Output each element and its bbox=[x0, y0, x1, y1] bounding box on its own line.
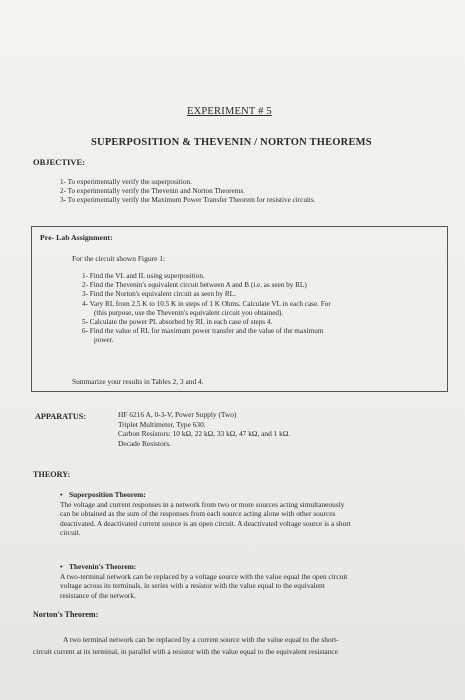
apparatus-heading: APPARATUS: bbox=[35, 412, 87, 421]
prelab-heading: Pre- Lab Assignment: bbox=[40, 233, 113, 242]
theory-line: A two-terminal network can be replaced by a voltage source with the value equal the open circuit bbox=[60, 571, 348, 581]
prelab-summary: Summarize your results in Tables 2, 3 and 4. bbox=[72, 377, 204, 386]
theory-line: circuit current at its terminal, in parallel with a resistor with the value equal to the equivalent resistance bbox=[33, 647, 338, 656]
objective-item: 1- To experimentally verify the superposition. bbox=[60, 178, 192, 186]
objective-item: 2- To experimentally verify the Thevenin and Norton Theorems. bbox=[60, 187, 245, 195]
objective-list bbox=[60, 178, 460, 205]
theory-line: deactivated. A deactivated current source is an open circuit. A deactivated voltage source is a short bbox=[60, 518, 351, 528]
prelab-item: 5- Calculate the power PL absorbed by RL in each case of steps 4. bbox=[82, 318, 273, 327]
theory-line: resistance of the network. bbox=[60, 590, 136, 600]
apparatus-item: HF 6216 A, 0-3-V, Power Supply (Two) bbox=[118, 410, 237, 419]
bullet-icon: • bbox=[60, 490, 63, 499]
prelab-item-continuation: (this purpose, use the Thevenin's equivalent circuit you obtained). bbox=[94, 308, 284, 317]
document-subtitle: SUPERPOSITION & THEVENIN / NORTON THEOREMS bbox=[91, 137, 372, 148]
norton-heading: Norton's Theorem: bbox=[33, 610, 99, 619]
apparatus-item: Carbon Resistors: 10 kΩ, 22 kΩ, 33 kΩ, 47 kΩ, and 1 kΩ. bbox=[118, 429, 291, 438]
theory-line: circuit. bbox=[60, 528, 81, 538]
prelab-item: 4- Vary RL from 2.5 K to 10.5 K in steps of 1 K Ohms. Calculate VL in each case. For bbox=[82, 299, 331, 308]
prelab-item-continuation: power. bbox=[94, 336, 114, 345]
theory-line: The voltage and current responses in a network from two or more sources acting simultaneously bbox=[60, 499, 345, 509]
prelab-list bbox=[82, 272, 434, 346]
prelab-box bbox=[31, 226, 448, 392]
theory-line: voltage across its terminals, in series with a resistor with the value equal to the equivalent bbox=[60, 581, 325, 591]
prelab-item: 1- Find the VL and IL using superposition. bbox=[82, 272, 205, 280]
theory-heading: THEORY: bbox=[33, 470, 71, 479]
apparatus-item: Triplet Multimeter, Type 630. bbox=[118, 419, 206, 429]
objective-heading: OBJECTIVE: bbox=[33, 157, 85, 167]
document-title: EXPERIMENT # 5 bbox=[187, 106, 272, 117]
apparatus-item: Decade Resistors. bbox=[118, 438, 171, 448]
theory-line: A two terminal network can be replaced by a current source with the value equal to the short- bbox=[63, 635, 339, 644]
apparatus-list bbox=[118, 410, 290, 448]
prelab-item: 3- Find the Norton's equivalent circuit as seen by RL. bbox=[82, 290, 236, 299]
thevenin-heading: Thevenin's Theorem: bbox=[69, 562, 137, 571]
objective-item: 3- To experimentally verify the Maximum Power Transfer Theorem for resistive circuits. bbox=[60, 196, 316, 204]
bullet-icon: • bbox=[60, 562, 63, 571]
thevenin-section bbox=[60, 562, 445, 600]
superposition-heading: Superposition Theorem: bbox=[69, 490, 146, 499]
prelab-intro: For the circuit shown Figure 1: bbox=[72, 254, 166, 263]
norton-section bbox=[33, 634, 451, 658]
prelab-item: 2- Find the Thevenin's equivalent circuit between A and B (i.e. as seen by RL) bbox=[82, 281, 307, 290]
theory-line: can be obtained as the sum of the responses from each source acting alone with other sources bbox=[60, 509, 336, 519]
superposition-section bbox=[60, 490, 445, 538]
prelab-item: 6- Find the value of RL for maximum power transfer and the value of the maximum bbox=[82, 327, 324, 336]
